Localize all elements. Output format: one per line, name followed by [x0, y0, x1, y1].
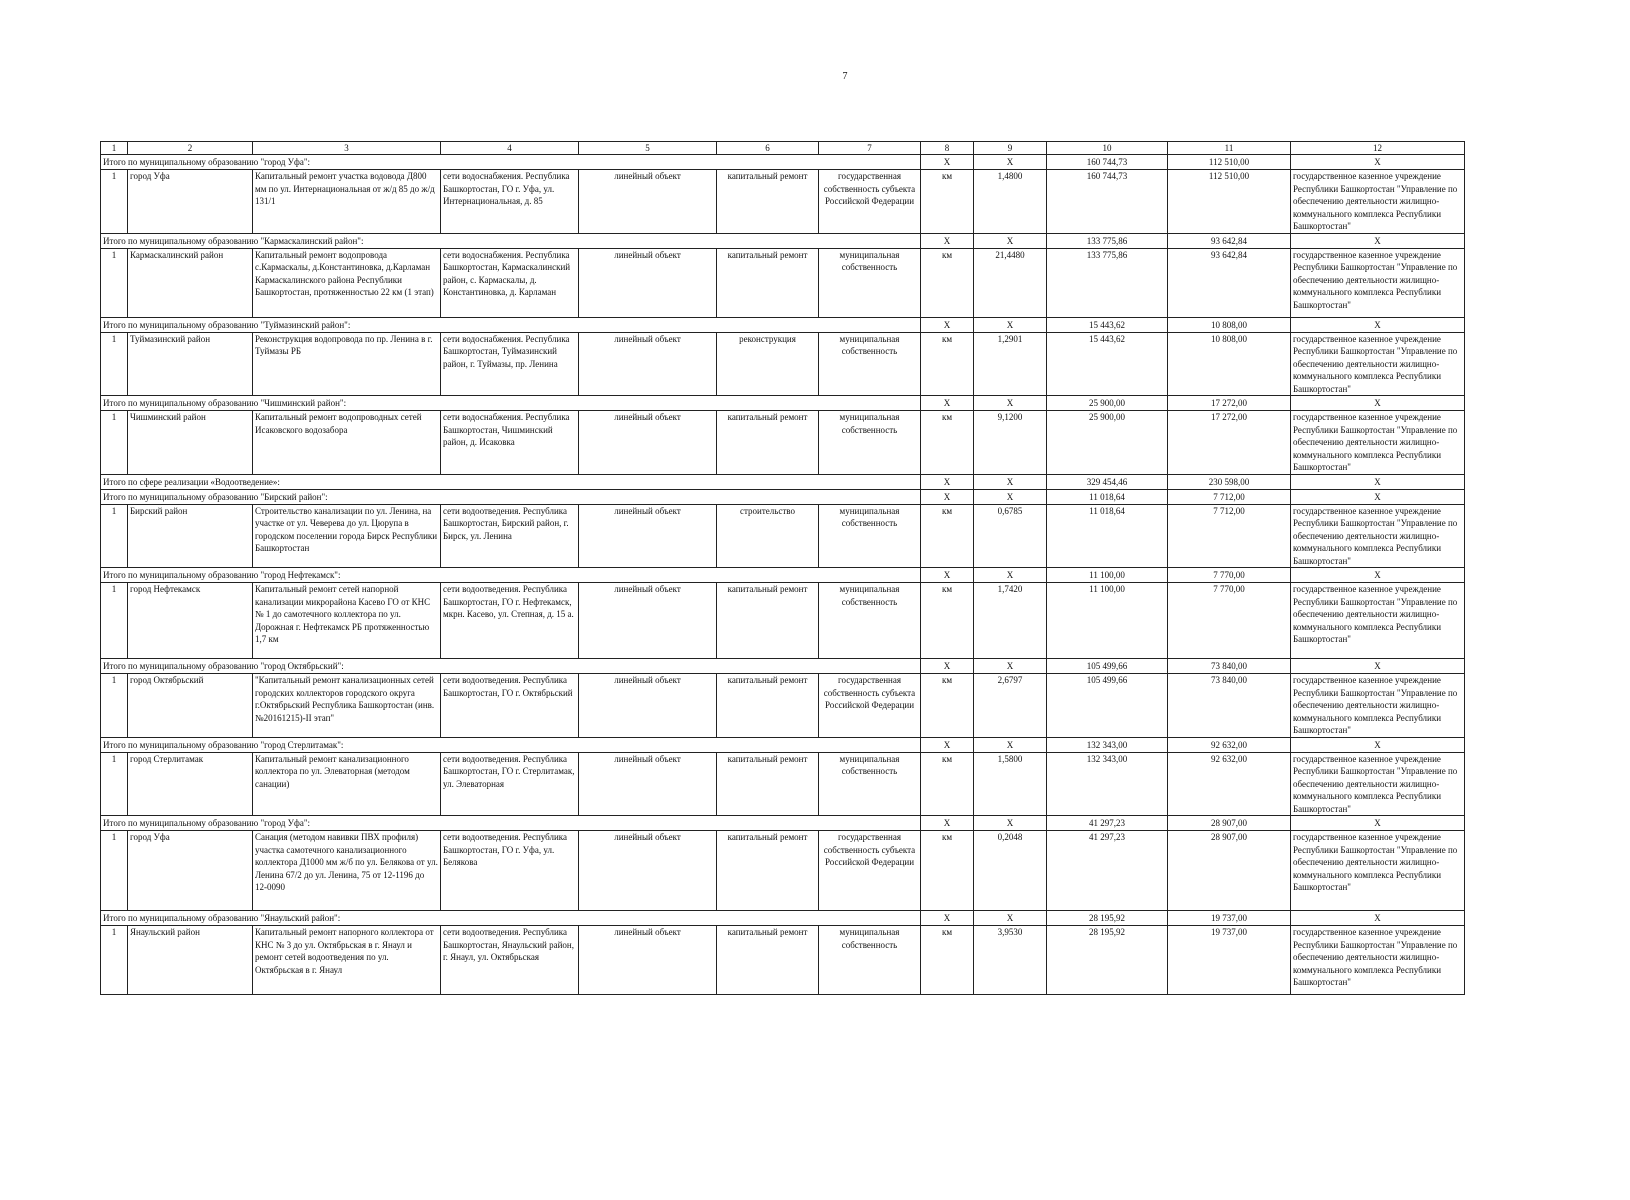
table-row	[101, 248, 1465, 317]
object-address: сети водоснабжения. Республика Башкортостан, Чишминский район, д. Исаковка	[441, 411, 579, 475]
cost: 132 343,00	[1047, 752, 1168, 816]
unit: км	[921, 504, 974, 568]
total-customer-x: Х	[1291, 396, 1465, 411]
total-fund: 19 737,00	[1168, 911, 1291, 926]
capacity: 0,6785	[974, 504, 1047, 568]
total-fund: 28 907,00	[1168, 816, 1291, 831]
table-row	[101, 831, 1465, 911]
object-name: Капитальный ремонт водопровода с.Кармаскалы, д.Константиновка, д.Карламан Кармаскалинского района Республики Башкортостан, протяженностью 22 км (1 этап)	[253, 248, 441, 317]
municipality-total-row	[101, 233, 1465, 248]
cost: 133 775,86	[1047, 248, 1168, 317]
ownership: государственная собственность субъекта Российской Федерации	[819, 831, 921, 911]
work-type: строительство	[717, 504, 819, 568]
object-type: линейный объект	[579, 674, 717, 738]
total-customer-x: Х	[1291, 816, 1465, 831]
object-address: сети водоотведения. Республика Башкортостан, ГО г. Октябрьский	[441, 674, 579, 738]
total-qty-x: Х	[974, 317, 1047, 332]
cost: 11 018,64	[1047, 504, 1168, 568]
capacity: 1,7420	[974, 583, 1047, 659]
object-type: линейный объект	[579, 752, 717, 816]
municipality-total-row	[101, 489, 1465, 504]
object-address: сети водоотведения. Республика Башкортостан, Бирский район, г. Бирск, ул. Ленина	[441, 504, 579, 568]
column-number: 6	[717, 142, 819, 155]
ownership: государственная собственность субъекта Российской Федерации	[819, 170, 921, 234]
municipality-total-row	[101, 317, 1465, 332]
total-qty-x: Х	[974, 737, 1047, 752]
total-fund: 73 840,00	[1168, 659, 1291, 674]
municipality: город Октябрьский	[128, 674, 253, 738]
funding: 112 510,00	[1168, 170, 1291, 234]
funding: 28 907,00	[1168, 831, 1291, 911]
total-customer-x: Х	[1291, 233, 1465, 248]
customer: государственное казенное учреждение Республики Башкортостан "Управление по обеспечению деятельности жилищно-коммунального комплекса Республики Башкортостан"	[1291, 583, 1465, 659]
unit: км	[921, 674, 974, 738]
total-qty-x: Х	[974, 489, 1047, 504]
total-qty-x: Х	[974, 911, 1047, 926]
object-name: Капитальный ремонт канализационного коллектора по ул. Элеваторная (методом санации)	[253, 752, 441, 816]
work-type: капитальный ремонт	[717, 411, 819, 475]
total-label: Итого по муниципальному образованию "Бирский район":	[101, 489, 921, 504]
object-address: сети водоотведения. Республика Башкортостан, Янаульский район, г. Янаул, ул. Октябрьская	[441, 926, 579, 995]
municipality: Бирский район	[128, 504, 253, 568]
work-type: реконструкция	[717, 332, 819, 396]
table-row	[101, 170, 1465, 234]
total-unit-x: Х	[921, 474, 974, 489]
municipality: Кармаскалинский район	[128, 248, 253, 317]
object-name: Строительство канализации по ул. Ленина, на участке от ул. Чеверева до ул. Цюрупа в городском поселении города Бирск Республики Башкортостан	[253, 504, 441, 568]
total-qty-x: Х	[974, 233, 1047, 248]
object-address: сети водоотведения. Республика Башкортостан, ГО г. Нефтекамск, мкрн. Касево, ул. Степная, д. 15 а.	[441, 583, 579, 659]
total-unit-x: Х	[921, 155, 974, 170]
object-name: Капитальный ремонт участка водовода Д800 мм по ул. Интернациональная от ж/д 85 до ж/д 131/1	[253, 170, 441, 234]
customer: государственное казенное учреждение Республики Башкортостан "Управление по обеспечению деятельности жилищно-коммунального комплекса Республики Башкортостан"	[1291, 248, 1465, 317]
column-number-row	[101, 142, 1465, 155]
funding: 17 272,00	[1168, 411, 1291, 475]
municipality: Чишминский район	[128, 411, 253, 475]
capacity: 1,2901	[974, 332, 1047, 396]
column-number: 2	[128, 142, 253, 155]
total-customer-x: Х	[1291, 317, 1465, 332]
row-number: 1	[101, 170, 128, 234]
municipality: город Уфа	[128, 170, 253, 234]
ownership: муниципальная собственность	[819, 411, 921, 475]
page-number: 7	[842, 71, 848, 82]
column-number: 3	[253, 142, 441, 155]
customer: государственное казенное учреждение Республики Башкортостан "Управление по обеспечению деятельности жилищно-коммунального комплекса Республики Башкортостан"	[1291, 411, 1465, 475]
funding: 92 632,00	[1168, 752, 1291, 816]
row-number: 1	[101, 332, 128, 396]
customer: государственное казенное учреждение Республики Башкортостан "Управление по обеспечению деятельности жилищно-коммунального комплекса Республики Башкортостан"	[1291, 926, 1465, 995]
work-type: капитальный ремонт	[717, 926, 819, 995]
object-address: сети водоснабжения. Республика Башкортостан, Туймазинский район, г. Туймазы, пр. Ленина	[441, 332, 579, 396]
work-type: капитальный ремонт	[717, 170, 819, 234]
unit: км	[921, 926, 974, 995]
funding: 7 712,00	[1168, 504, 1291, 568]
total-customer-x: Х	[1291, 155, 1465, 170]
ownership: муниципальная собственность	[819, 752, 921, 816]
capacity: 1,5800	[974, 752, 1047, 816]
total-unit-x: Х	[921, 489, 974, 504]
unit: км	[921, 831, 974, 911]
municipality: город Стерлитамак	[128, 752, 253, 816]
object-address: сети водоотведения. Республика Башкортостан, ГО г. Уфа, ул. Белякова	[441, 831, 579, 911]
object-name: Капитальный ремонт напорного коллектора от КНС № 3 до ул. Октябрьская в г. Янаул и ремонт сетей водоотведения по ул. Октябрьская в г. Янаул	[253, 926, 441, 995]
object-type: линейный объект	[579, 831, 717, 911]
total-fund: 7 770,00	[1168, 568, 1291, 583]
objects-table	[100, 141, 1465, 995]
ownership: муниципальная собственность	[819, 926, 921, 995]
object-type: линейный объект	[579, 170, 717, 234]
municipality-total-row	[101, 659, 1465, 674]
total-qty-x: Х	[974, 816, 1047, 831]
object-type: линейный объект	[579, 411, 717, 475]
cost: 105 499,66	[1047, 674, 1168, 738]
table-row	[101, 504, 1465, 568]
total-unit-x: Х	[921, 816, 974, 831]
table-row	[101, 926, 1465, 995]
row-number: 1	[101, 752, 128, 816]
municipality-total-row	[101, 816, 1465, 831]
capacity: 9,1200	[974, 411, 1047, 475]
total-unit-x: Х	[921, 317, 974, 332]
cost: 11 100,00	[1047, 583, 1168, 659]
municipality: город Уфа	[128, 831, 253, 911]
municipality-total-row	[101, 568, 1465, 583]
total-fund: 7 712,00	[1168, 489, 1291, 504]
customer: государственное казенное учреждение Республики Башкортостан "Управление по обеспечению деятельности жилищно-коммунального комплекса Республики Башкортостан"	[1291, 831, 1465, 911]
municipality-total-row	[101, 396, 1465, 411]
total-cost: 25 900,00	[1047, 396, 1168, 411]
municipality: Янаульский район	[128, 926, 253, 995]
capacity: 3,9530	[974, 926, 1047, 995]
municipality: город Нефтекамск	[128, 583, 253, 659]
total-label: Итого по муниципальному образованию "Чишминский район":	[101, 396, 921, 411]
total-customer-x: Х	[1291, 568, 1465, 583]
total-fund: 112 510,00	[1168, 155, 1291, 170]
work-type: капитальный ремонт	[717, 831, 819, 911]
row-number: 1	[101, 411, 128, 475]
sphere-total-row	[101, 474, 1465, 489]
total-label: Итого по сфере реализации «Водоотведение»:	[101, 474, 921, 489]
total-cost: 11 100,00	[1047, 568, 1168, 583]
row-number: 1	[101, 926, 128, 995]
unit: км	[921, 170, 974, 234]
ownership: муниципальная собственность	[819, 504, 921, 568]
column-number: 4	[441, 142, 579, 155]
funding: 93 642,84	[1168, 248, 1291, 317]
row-number: 1	[101, 504, 128, 568]
total-qty-x: Х	[974, 568, 1047, 583]
total-cost: 11 018,64	[1047, 489, 1168, 504]
ownership: муниципальная собственность	[819, 332, 921, 396]
total-qty-x: Х	[974, 396, 1047, 411]
total-fund: 92 632,00	[1168, 737, 1291, 752]
object-name: Капитальный ремонт сетей напорной канализации микрорайона Касево ГО от КНС № 1 до самотечного коллектора по ул. Дорожная г. Нефтекамск РБ протяженностью 1,7 км	[253, 583, 441, 659]
total-label: Итого по муниципальному образованию "город Уфа":	[101, 155, 921, 170]
row-number: 1	[101, 831, 128, 911]
row-number: 1	[101, 674, 128, 738]
total-unit-x: Х	[921, 568, 974, 583]
object-address: сети водоотведения. Республика Башкортостан, ГО г. Стерлитамак, ул. Элеваторная	[441, 752, 579, 816]
total-qty-x: Х	[974, 659, 1047, 674]
municipality-total-row	[101, 911, 1465, 926]
object-type: линейный объект	[579, 332, 717, 396]
total-cost: 133 775,86	[1047, 233, 1168, 248]
total-unit-x: Х	[921, 396, 974, 411]
total-fund: 230 598,00	[1168, 474, 1291, 489]
cost: 41 297,23	[1047, 831, 1168, 911]
total-customer-x: Х	[1291, 737, 1465, 752]
capacity: 0,2048	[974, 831, 1047, 911]
total-label: Итого по муниципальному образованию "город Уфа":	[101, 816, 921, 831]
object-type: линейный объект	[579, 926, 717, 995]
customer: государственное казенное учреждение Республики Башкортостан "Управление по обеспечению деятельности жилищно-коммунального комплекса Республики Башкортостан"	[1291, 170, 1465, 234]
total-label: Итого по муниципальному образованию "Туймазинский район":	[101, 317, 921, 332]
column-number: 11	[1168, 142, 1291, 155]
total-unit-x: Х	[921, 659, 974, 674]
column-number: 7	[819, 142, 921, 155]
total-fund: 93 642,84	[1168, 233, 1291, 248]
object-name: "Капитальный ремонт канализационных сетей городских коллекторов городского округа г.Октябрьский Республика Башкортостан (инв. №20161215)-II этап"	[253, 674, 441, 738]
municipality-total-row	[101, 737, 1465, 752]
funding: 10 808,00	[1168, 332, 1291, 396]
total-customer-x: Х	[1291, 474, 1465, 489]
object-type: линейный объект	[579, 248, 717, 317]
column-number: 5	[579, 142, 717, 155]
cost: 28 195,92	[1047, 926, 1168, 995]
municipality-total-row	[101, 155, 1465, 170]
customer: государственное казенное учреждение Республики Башкортостан "Управление по обеспечению деятельности жилищно-коммунального комплекса Республики Башкортостан"	[1291, 752, 1465, 816]
column-number: 1	[101, 142, 128, 155]
customer: государственное казенное учреждение Республики Башкортостан "Управление по обеспечению деятельности жилищно-коммунального комплекса Республики Башкортостан"	[1291, 332, 1465, 396]
work-type: капитальный ремонт	[717, 583, 819, 659]
customer: государственное казенное учреждение Республики Башкортостан "Управление по обеспечению деятельности жилищно-коммунального комплекса Республики Башкортостан"	[1291, 674, 1465, 738]
total-unit-x: Х	[921, 911, 974, 926]
work-type: капитальный ремонт	[717, 674, 819, 738]
municipality: Туймазинский район	[128, 332, 253, 396]
total-customer-x: Х	[1291, 911, 1465, 926]
table-row	[101, 332, 1465, 396]
object-type: линейный объект	[579, 583, 717, 659]
work-type: капитальный ремонт	[717, 752, 819, 816]
cost: 15 443,62	[1047, 332, 1168, 396]
total-label: Итого по муниципальному образованию "город Стерлитамак":	[101, 737, 921, 752]
total-unit-x: Х	[921, 233, 974, 248]
column-number: 8	[921, 142, 974, 155]
unit: км	[921, 583, 974, 659]
object-address: сети водоснабжения. Республика Башкортостан, ГО г. Уфа, ул. Интернациональная, д. 85	[441, 170, 579, 234]
total-cost: 160 744,73	[1047, 155, 1168, 170]
total-cost: 28 195,92	[1047, 911, 1168, 926]
object-address: сети водоснабжения. Республика Башкортостан, Кармаскалинский район, с. Кармаскалы, д. Константиновка, д. Карламан	[441, 248, 579, 317]
cost: 160 744,73	[1047, 170, 1168, 234]
row-number: 1	[101, 583, 128, 659]
column-number: 10	[1047, 142, 1168, 155]
capacity: 1,4800	[974, 170, 1047, 234]
total-cost: 41 297,23	[1047, 816, 1168, 831]
total-qty-x: Х	[974, 474, 1047, 489]
total-label: Итого по муниципальному образованию "город Нефтекамск":	[101, 568, 921, 583]
unit: км	[921, 332, 974, 396]
table-row	[101, 411, 1465, 475]
total-customer-x: Х	[1291, 489, 1465, 504]
total-qty-x: Х	[974, 155, 1047, 170]
object-name: Санация (методом навивки ПВХ профиля) участка самотечного канализационного коллектора Д1000 мм ж/б по ул. Белякова от ул. Ленина 67/2 до ул. Ленина, 75 от 12-1196 до 12-0090	[253, 831, 441, 911]
total-label: Итого по муниципальному образованию "Янаульский район":	[101, 911, 921, 926]
cost: 25 900,00	[1047, 411, 1168, 475]
total-label: Итого по муниципальному образованию "город Октябрьский":	[101, 659, 921, 674]
total-unit-x: Х	[921, 737, 974, 752]
object-name: Реконструкция водопровода по пр. Ленина в г. Туймазы РБ	[253, 332, 441, 396]
total-cost: 105 499,66	[1047, 659, 1168, 674]
funding: 73 840,00	[1168, 674, 1291, 738]
customer: государственное казенное учреждение Республики Башкортостан "Управление по обеспечению деятельности жилищно-коммунального комплекса Республики Башкортостан"	[1291, 504, 1465, 568]
table-row	[101, 583, 1465, 659]
work-type: капитальный ремонт	[717, 248, 819, 317]
total-cost: 15 443,62	[1047, 317, 1168, 332]
total-label: Итого по муниципальному образованию "Кармаскалинский район":	[101, 233, 921, 248]
capacity: 2,6797	[974, 674, 1047, 738]
table-row	[101, 752, 1465, 816]
total-cost: 329 454,46	[1047, 474, 1168, 489]
total-customer-x: Х	[1291, 659, 1465, 674]
unit: км	[921, 248, 974, 317]
funding: 19 737,00	[1168, 926, 1291, 995]
capacity: 21,4480	[974, 248, 1047, 317]
total-fund: 17 272,00	[1168, 396, 1291, 411]
funding: 7 770,00	[1168, 583, 1291, 659]
table-row	[101, 674, 1465, 738]
object-name: Капитальный ремонт водопроводных сетей Исаковского водозабора	[253, 411, 441, 475]
row-number: 1	[101, 248, 128, 317]
ownership: государственная собственность субъекта Российской Федерации	[819, 674, 921, 738]
object-type: линейный объект	[579, 504, 717, 568]
column-number: 12	[1291, 142, 1465, 155]
total-fund: 10 808,00	[1168, 317, 1291, 332]
unit: км	[921, 411, 974, 475]
ownership: муниципальная собственность	[819, 583, 921, 659]
column-number: 9	[974, 142, 1047, 155]
unit: км	[921, 752, 974, 816]
ownership: муниципальная собственность	[819, 248, 921, 317]
total-cost: 132 343,00	[1047, 737, 1168, 752]
